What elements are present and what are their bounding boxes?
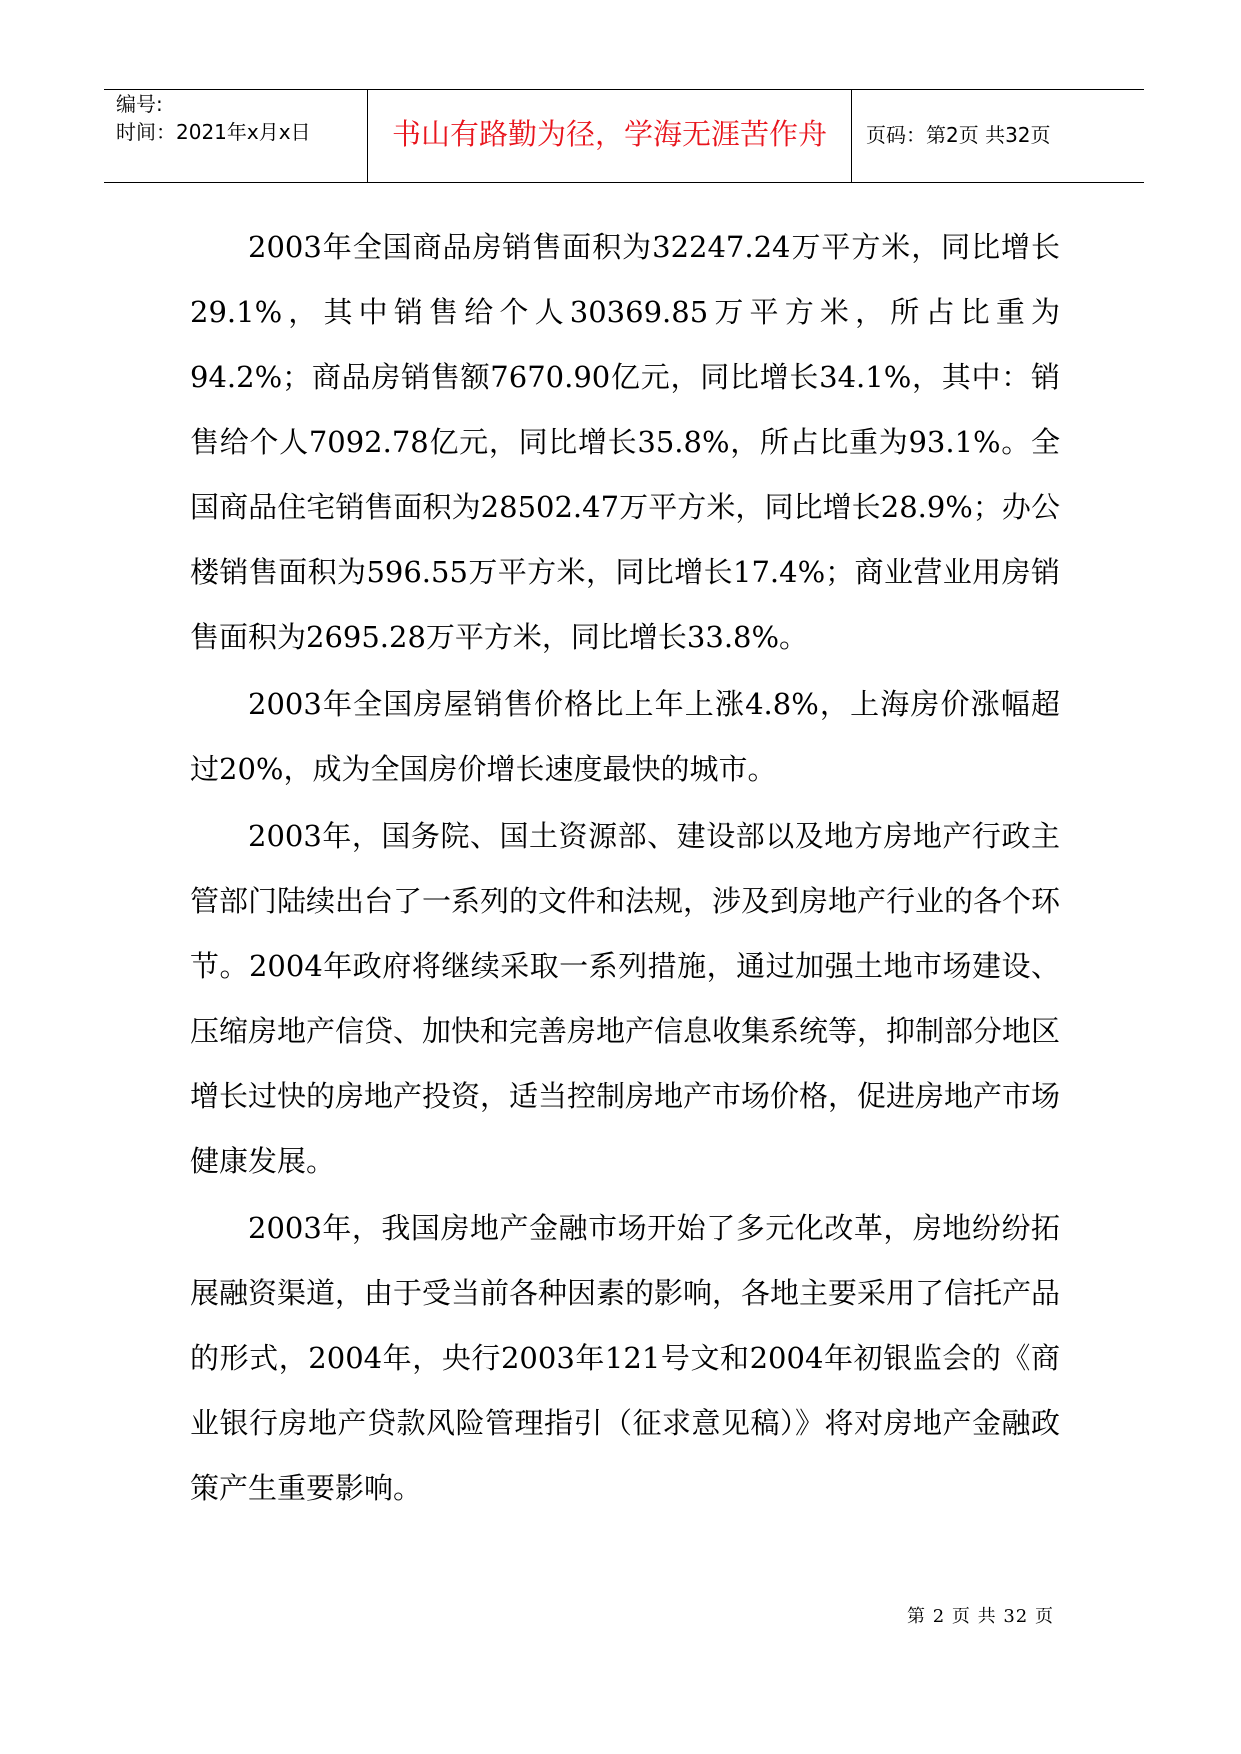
header-motto: 书山有路勤为径，学海无涯苦作舟 [391,117,827,151]
paragraph-policy: 2003年，国务院、国土资源部、建设部以及地方房地产行政主管部门陆续出台了一系列的文件和法规，涉及到房地产行业的各个环节。2004年政府将继续采取一系列措施，通过加强土地市场建设、压缩房地产信贷、加快和完善房地产信息收集系统等，抑制部分地区增长过快的房地产投资，适当控制房地产市场价格，促进房地产市场健康发展。 [190,819,1061,1178]
header-page-cell [852,90,1144,182]
document-date-label: 时间：2021年x月x日 [116,120,311,144]
page-footer: 第 2 页 共 32 页 [907,1606,1054,1627]
page-header [104,89,1144,183]
paragraph-price-rise: 2003年全国房屋销售价格比上年上涨4.8%，上海房价涨幅超过20%，成为全国房价增长速度最快的城市。 [190,687,1060,786]
paragraph-finance-reform: 2003年，我国房地产金融市场开始了多元化改革，房地纷纷拓展融资渠道，由于受当前各种因素的影响，各地主要采用了信托产品的形式，2004年，央行2003年121号文和2004年初银监会的《商业银行房地产贷款风险管理指引（征求意见稿）》将对房地产金融政策产生重要影响。 [190,1211,1061,1505]
paragraph-sales-area: 2003年全国商品房销售面积为32247.24万平方米，同比增长29.1%，其中销售给个人30369.85万平方米，所占比重为94.2%；商品房销售额7670.90亿元，同比增长34.1%，其中：销售给个人7092.78亿元，同比增长35.8%，所占比重为93.1%。全国商品住宅销售面积为28502.47万平方米，同比增长28.9%；办公楼销售面积为596.55万平方米，同比增长17.4%；商业营业用房销售面积为2695.28万平方米，同比增长33.8%。 [190,230,1060,654]
header-page-code: 页码：第2页 共32页 [866,123,1051,147]
header-info-cell [104,90,368,182]
header-motto-cell [368,90,852,182]
document-number-label: 编号: [116,92,163,116]
document-body [190,215,1060,1523]
